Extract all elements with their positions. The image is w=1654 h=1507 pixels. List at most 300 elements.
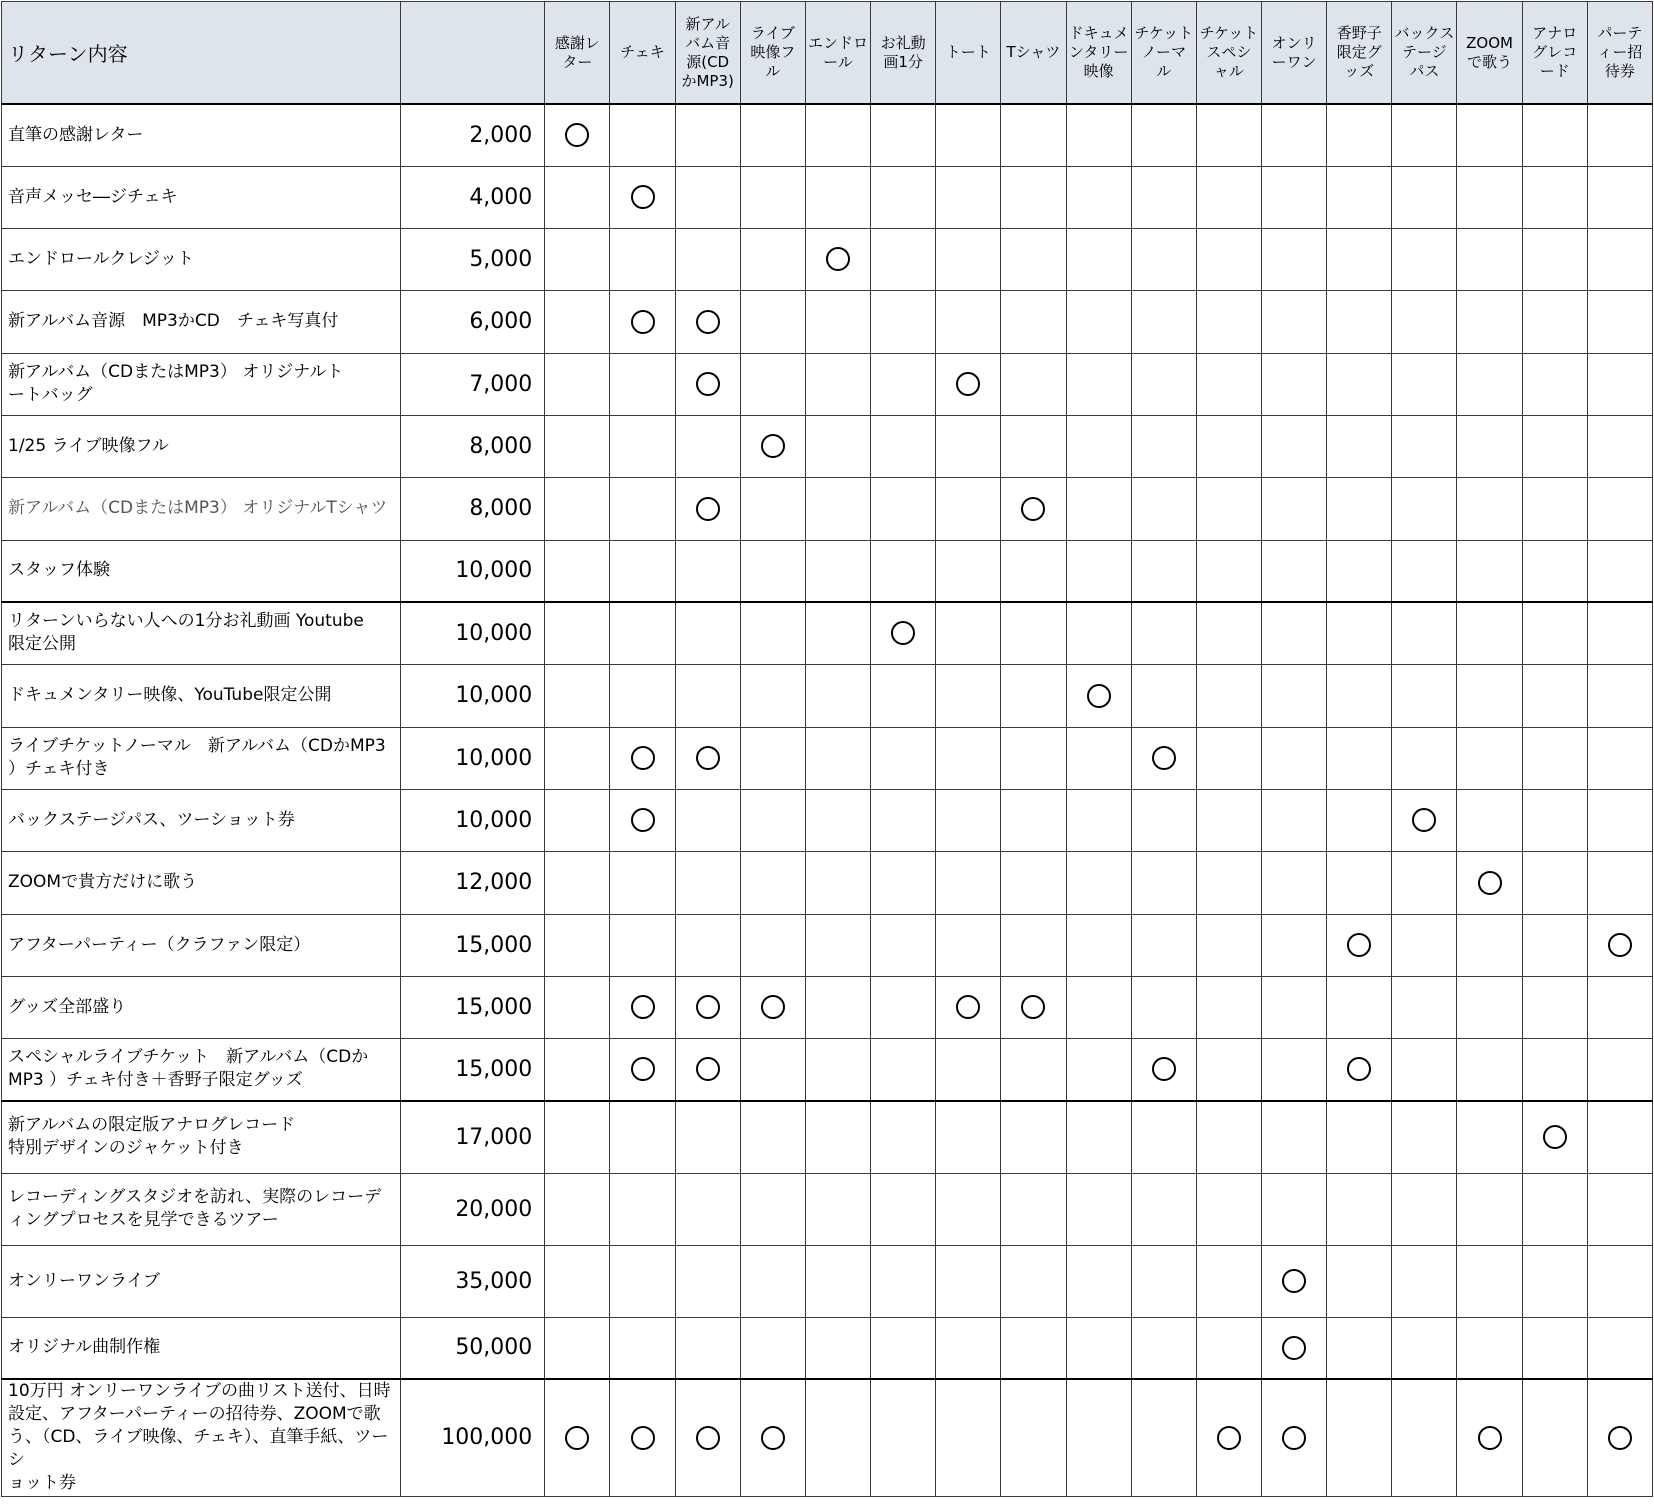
mark-cell (545, 1245, 610, 1317)
mark-cell (740, 540, 805, 602)
mark-cell (936, 353, 1001, 415)
column-header: 感謝レ ター (545, 2, 610, 105)
mark-cell (1392, 1379, 1457, 1496)
mark-cell (1131, 1317, 1196, 1379)
mark-cell (871, 415, 936, 477)
mark-cell (675, 228, 740, 290)
return-amount: 7,000 (400, 353, 544, 415)
mark-cell (1262, 914, 1327, 976)
mark-cell (1066, 1101, 1131, 1173)
mark-cell (675, 789, 740, 851)
mark-cell (1522, 914, 1587, 976)
mark-cell (545, 1101, 610, 1173)
mark-cell (1066, 1317, 1131, 1379)
mark-cell (1522, 1317, 1587, 1379)
circle-mark-icon (826, 247, 850, 271)
mark-cell (1262, 166, 1327, 228)
mark-cell (1327, 104, 1392, 166)
mark-cell (1001, 1173, 1066, 1245)
mark-cell (1327, 602, 1392, 664)
header-amount-label (400, 2, 544, 105)
mark-cell (1327, 851, 1392, 914)
mark-cell (1001, 1245, 1066, 1317)
mark-cell (805, 851, 870, 914)
mark-cell (740, 166, 805, 228)
mark-cell (936, 290, 1001, 353)
mark-cell (805, 1317, 870, 1379)
table-row (2, 477, 1653, 540)
mark-cell (1001, 290, 1066, 353)
circle-mark-icon (1608, 933, 1632, 957)
mark-cell (1196, 1317, 1261, 1379)
mark-cell (1522, 353, 1587, 415)
mark-cell (936, 976, 1001, 1038)
mark-cell (740, 914, 805, 976)
return-content: 1/25 ライブ映像フル (2, 415, 401, 477)
mark-cell (675, 415, 740, 477)
mark-cell (871, 602, 936, 664)
mark-cell (545, 1317, 610, 1379)
mark-cell (610, 664, 675, 727)
mark-cell (1587, 353, 1652, 415)
table-row (2, 540, 1653, 602)
column-header: ドキュメ ンタリー 映像 (1066, 2, 1131, 105)
mark-cell (1587, 602, 1652, 664)
mark-cell (1587, 1245, 1652, 1317)
mark-cell (1327, 353, 1392, 415)
table-row (2, 1379, 1653, 1496)
circle-mark-icon (1152, 1057, 1176, 1081)
mark-cell (1066, 477, 1131, 540)
mark-cell (936, 415, 1001, 477)
column-header: Tシャツ (1001, 2, 1066, 105)
mark-cell (1457, 540, 1522, 602)
mark-cell (675, 1379, 740, 1496)
mark-cell (871, 477, 936, 540)
mark-cell (1001, 228, 1066, 290)
mark-cell (610, 353, 675, 415)
mark-cell (1001, 976, 1066, 1038)
mark-cell (545, 1038, 610, 1101)
column-header: トート (936, 2, 1001, 105)
mark-cell (1131, 540, 1196, 602)
return-amount: 15,000 (400, 914, 544, 976)
mark-cell (871, 851, 936, 914)
mark-cell (1262, 602, 1327, 664)
return-content: オンリーワンライブ (2, 1245, 401, 1317)
returns-table (1, 1, 1653, 1497)
mark-cell (1522, 1245, 1587, 1317)
mark-cell (1457, 1173, 1522, 1245)
mark-cell (871, 540, 936, 602)
mark-cell (936, 1317, 1001, 1379)
return-amount: 10,000 (400, 789, 544, 851)
mark-cell (1457, 477, 1522, 540)
circle-mark-icon (631, 1057, 655, 1081)
circle-mark-icon (565, 1426, 589, 1450)
mark-cell (1327, 1379, 1392, 1496)
mark-cell (1587, 1101, 1652, 1173)
mark-cell (805, 664, 870, 727)
return-content: ZOOMで貴方だけに歌う (2, 851, 401, 914)
mark-cell (1001, 1038, 1066, 1101)
table-row (2, 851, 1653, 914)
mark-cell (871, 727, 936, 789)
table-row (2, 166, 1653, 228)
return-content: スタッフ体験 (2, 540, 401, 602)
mark-cell (1066, 1173, 1131, 1245)
mark-cell (1262, 727, 1327, 789)
mark-cell (675, 1101, 740, 1173)
mark-cell (805, 789, 870, 851)
mark-cell (1522, 540, 1587, 602)
circle-mark-icon (761, 434, 785, 458)
mark-cell (1392, 166, 1457, 228)
mark-cell (545, 166, 610, 228)
mark-cell (1066, 1245, 1131, 1317)
mark-cell (1587, 477, 1652, 540)
mark-cell (1001, 540, 1066, 602)
mark-cell (1522, 1038, 1587, 1101)
header-content-label: リターン内容 (2, 2, 401, 105)
return-amount: 15,000 (400, 976, 544, 1038)
return-amount: 10,000 (400, 727, 544, 789)
mark-cell (740, 851, 805, 914)
mark-cell (675, 104, 740, 166)
mark-cell (805, 540, 870, 602)
mark-cell (1587, 914, 1652, 976)
mark-cell (871, 290, 936, 353)
mark-cell (545, 540, 610, 602)
mark-cell (1001, 1317, 1066, 1379)
mark-cell (1262, 976, 1327, 1038)
mark-cell (936, 104, 1001, 166)
mark-cell (740, 976, 805, 1038)
mark-cell (805, 290, 870, 353)
mark-cell (936, 1173, 1001, 1245)
mark-cell (1327, 415, 1392, 477)
return-amount: 100,000 (400, 1379, 544, 1496)
mark-cell (1001, 104, 1066, 166)
column-header: オンリ ーワン (1262, 2, 1327, 105)
return-amount: 15,000 (400, 1038, 544, 1101)
mark-cell (1392, 1038, 1457, 1101)
mark-cell (1196, 228, 1261, 290)
circle-mark-icon (1347, 933, 1371, 957)
mark-cell (1327, 914, 1392, 976)
table-row (2, 415, 1653, 477)
mark-cell (1522, 664, 1587, 727)
return-content: 新アルバムの限定版アナログレコード 特別デザインのジャケット付き (2, 1101, 401, 1173)
circle-mark-icon (631, 746, 655, 770)
mark-cell (936, 166, 1001, 228)
mark-cell (1131, 104, 1196, 166)
mark-cell (740, 1379, 805, 1496)
mark-cell (1131, 1245, 1196, 1317)
mark-cell (1262, 228, 1327, 290)
mark-cell (871, 104, 936, 166)
circle-mark-icon (696, 310, 720, 334)
return-content: スペシャルライブチケット 新アルバム（CDか MP3 ）チェキ付き＋香野子限定グッズ (2, 1038, 401, 1101)
mark-cell (1196, 602, 1261, 664)
return-amount: 4,000 (400, 166, 544, 228)
mark-cell (1587, 976, 1652, 1038)
mark-cell (610, 976, 675, 1038)
mark-cell (610, 851, 675, 914)
mark-cell (1457, 1317, 1522, 1379)
mark-cell (871, 353, 936, 415)
mark-cell (1001, 477, 1066, 540)
mark-cell (1066, 602, 1131, 664)
mark-cell (610, 727, 675, 789)
mark-cell (1327, 727, 1392, 789)
mark-cell (675, 664, 740, 727)
mark-cell (1262, 1317, 1327, 1379)
column-header: 香野子 限定グ ッズ (1327, 2, 1392, 105)
circle-mark-icon (565, 123, 589, 147)
mark-cell (1001, 353, 1066, 415)
return-content: ライブチケットノーマル 新アルバム（CDかMP3 ）チェキ付き (2, 727, 401, 789)
mark-cell (675, 602, 740, 664)
mark-cell (740, 1038, 805, 1101)
mark-cell (675, 540, 740, 602)
mark-cell (1196, 1245, 1261, 1317)
mark-cell (1457, 228, 1522, 290)
return-content: レコーディングスタジオを訪れ、実際のレコーデ ィングプロセスを見学できるツアー (2, 1173, 401, 1245)
mark-cell (1457, 290, 1522, 353)
mark-cell (1522, 104, 1587, 166)
mark-cell (1392, 914, 1457, 976)
mark-cell (1522, 415, 1587, 477)
mark-cell (1262, 664, 1327, 727)
mark-cell (871, 1379, 936, 1496)
circle-mark-icon (1087, 684, 1111, 708)
mark-cell (1001, 851, 1066, 914)
mark-cell (675, 1245, 740, 1317)
mark-cell (1587, 851, 1652, 914)
mark-cell (1131, 415, 1196, 477)
mark-cell (610, 1038, 675, 1101)
mark-cell (1457, 789, 1522, 851)
mark-cell (1262, 1245, 1327, 1317)
mark-cell (1196, 477, 1261, 540)
mark-cell (1587, 415, 1652, 477)
mark-cell (1066, 851, 1131, 914)
mark-cell (610, 914, 675, 976)
mark-cell (1327, 789, 1392, 851)
mark-cell (1131, 353, 1196, 415)
mark-cell (936, 1379, 1001, 1496)
mark-cell (1262, 104, 1327, 166)
mark-cell (610, 1101, 675, 1173)
return-amount: 10,000 (400, 540, 544, 602)
mark-cell (1327, 477, 1392, 540)
mark-cell (740, 104, 805, 166)
mark-cell (1392, 789, 1457, 851)
mark-cell (1001, 1101, 1066, 1173)
mark-cell (675, 727, 740, 789)
mark-cell (675, 166, 740, 228)
mark-cell (1262, 540, 1327, 602)
column-header: アナロ グレコ ード (1522, 2, 1587, 105)
column-header: ライブ 映像フ ル (740, 2, 805, 105)
mark-cell (740, 1173, 805, 1245)
mark-cell (1327, 1101, 1392, 1173)
mark-cell (1066, 914, 1131, 976)
return-amount: 12,000 (400, 851, 544, 914)
mark-cell (675, 477, 740, 540)
mark-cell (1327, 540, 1392, 602)
mark-cell (1327, 1317, 1392, 1379)
mark-cell (1066, 789, 1131, 851)
circle-mark-icon (1021, 995, 1045, 1019)
mark-cell (1131, 851, 1196, 914)
circle-mark-icon (1608, 1426, 1632, 1450)
mark-cell (1001, 914, 1066, 976)
mark-cell (1066, 976, 1131, 1038)
mark-cell (1131, 166, 1196, 228)
mark-cell (1196, 290, 1261, 353)
circle-mark-icon (696, 372, 720, 396)
mark-cell (740, 228, 805, 290)
mark-cell (1001, 602, 1066, 664)
return-amount: 8,000 (400, 415, 544, 477)
table-row (2, 353, 1653, 415)
mark-cell (936, 1245, 1001, 1317)
mark-cell (805, 1038, 870, 1101)
column-header: ZOOM で歌う (1457, 2, 1522, 105)
mark-cell (805, 914, 870, 976)
mark-cell (1196, 353, 1261, 415)
mark-cell (1392, 727, 1457, 789)
mark-cell (1262, 1101, 1327, 1173)
mark-cell (1587, 104, 1652, 166)
mark-cell (610, 602, 675, 664)
mark-cell (675, 914, 740, 976)
mark-cell (1196, 789, 1261, 851)
table-row (2, 602, 1653, 664)
return-content: 音声メッセ―ジチェキ (2, 166, 401, 228)
mark-cell (610, 228, 675, 290)
mark-cell (1066, 1038, 1131, 1101)
mark-cell (1131, 290, 1196, 353)
mark-cell (936, 477, 1001, 540)
mark-cell (1001, 415, 1066, 477)
mark-cell (1131, 1173, 1196, 1245)
mark-cell (1522, 290, 1587, 353)
column-header: エンドロ ール (805, 2, 870, 105)
mark-cell (936, 540, 1001, 602)
mark-cell (610, 104, 675, 166)
mark-cell (871, 1038, 936, 1101)
table-row (2, 664, 1653, 727)
mark-cell (1262, 415, 1327, 477)
mark-cell (1522, 727, 1587, 789)
mark-cell (1262, 789, 1327, 851)
circle-mark-icon (631, 1426, 655, 1450)
mark-cell (871, 789, 936, 851)
mark-cell (1457, 1101, 1522, 1173)
mark-cell (1131, 789, 1196, 851)
circle-mark-icon (631, 310, 655, 334)
return-amount: 6,000 (400, 290, 544, 353)
mark-cell (936, 789, 1001, 851)
mark-cell (740, 1245, 805, 1317)
mark-cell (545, 228, 610, 290)
mark-cell (871, 914, 936, 976)
mark-cell (1457, 976, 1522, 1038)
mark-cell (740, 353, 805, 415)
mark-cell (805, 353, 870, 415)
mark-cell (1522, 477, 1587, 540)
mark-cell (936, 1038, 1001, 1101)
mark-cell (610, 290, 675, 353)
mark-cell (1392, 851, 1457, 914)
mark-cell (1457, 1379, 1522, 1496)
mark-cell (1522, 166, 1587, 228)
mark-cell (1131, 976, 1196, 1038)
mark-cell (1196, 1173, 1261, 1245)
column-header: 新アル バム音 源(CD かMP3) (675, 2, 740, 105)
table-row (2, 1245, 1653, 1317)
mark-cell (1066, 353, 1131, 415)
mark-cell (1066, 290, 1131, 353)
mark-cell (936, 228, 1001, 290)
return-content: 新アルバム音源 MP3かCD チェキ写真付 (2, 290, 401, 353)
table-row (2, 228, 1653, 290)
column-header: パーテ ィー招 待券 (1587, 2, 1652, 105)
mark-cell (1522, 602, 1587, 664)
circle-mark-icon (891, 621, 915, 645)
return-content: エンドロールクレジット (2, 228, 401, 290)
mark-cell (740, 1101, 805, 1173)
mark-cell (545, 353, 610, 415)
mark-cell (1131, 664, 1196, 727)
table-row (2, 976, 1653, 1038)
circle-mark-icon (1478, 871, 1502, 895)
mark-cell (545, 976, 610, 1038)
mark-cell (1392, 290, 1457, 353)
mark-cell (545, 290, 610, 353)
mark-cell (1327, 664, 1392, 727)
mark-cell (871, 1245, 936, 1317)
mark-cell (1131, 1038, 1196, 1101)
mark-cell (1196, 104, 1261, 166)
mark-cell (1587, 228, 1652, 290)
mark-cell (1522, 1101, 1587, 1173)
return-content: 新アルバム（CDまたはMP3） オリジナルト ートバッグ (2, 353, 401, 415)
circle-mark-icon (1543, 1125, 1567, 1149)
mark-cell (740, 789, 805, 851)
mark-cell (610, 415, 675, 477)
mark-cell (1392, 353, 1457, 415)
mark-cell (545, 851, 610, 914)
mark-cell (805, 104, 870, 166)
circle-mark-icon (956, 372, 980, 396)
mark-cell (610, 1173, 675, 1245)
mark-cell (1262, 1379, 1327, 1496)
mark-cell (1587, 727, 1652, 789)
mark-cell (1587, 664, 1652, 727)
circle-mark-icon (1347, 1057, 1371, 1081)
column-header: チケット ノーマ ル (1131, 2, 1196, 105)
mark-cell (1522, 1173, 1587, 1245)
mark-cell (1196, 166, 1261, 228)
mark-cell (1327, 1038, 1392, 1101)
mark-cell (1587, 1173, 1652, 1245)
mark-cell (1587, 1317, 1652, 1379)
mark-cell (871, 664, 936, 727)
